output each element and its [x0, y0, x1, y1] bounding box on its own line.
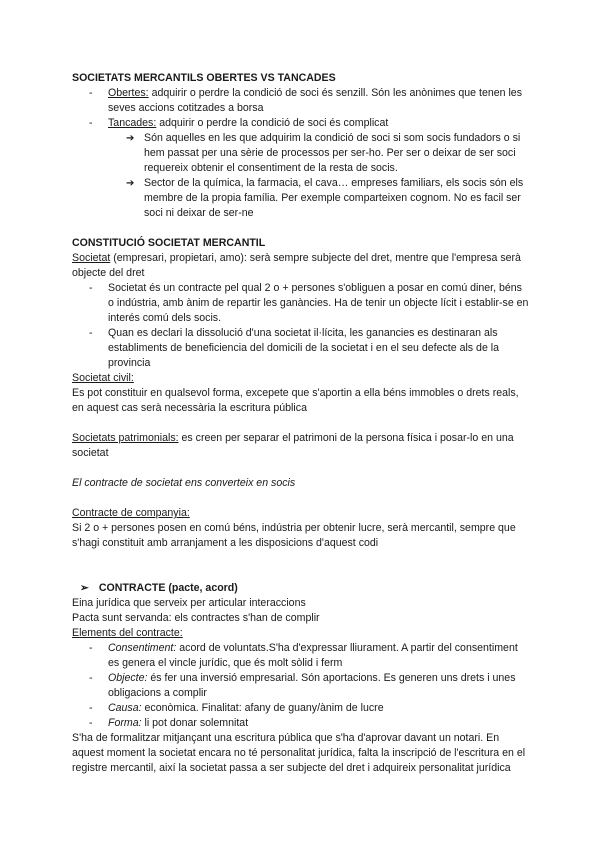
list-item-obertes — [89, 86, 530, 116]
patrimonials-definition: es creen per separar el patrimoni de la persona física i posar-lo en una societat — [72, 432, 514, 459]
sublist-text: Són aquelles en les que adquirim la condició de soci si som socis fundadors o si hem passat per una sèrie de processos per ser-ho. Per ser o deixar de ser soci requereix obtenir el consentiment de la resta de socis. — [144, 132, 521, 174]
list-item-tancades — [89, 116, 530, 221]
dash-marker: - — [89, 282, 93, 294]
sublist-item — [126, 176, 530, 221]
arrow-icon: ➔ — [126, 178, 135, 189]
paragraph-societat — [72, 251, 530, 281]
triangle-bullet-icon: ➢ — [80, 582, 89, 594]
dash-marker: - — [89, 87, 93, 99]
term-societats-patrimonials: Societats patrimonials: — [72, 432, 179, 444]
term-tancades: Tancades: — [108, 117, 157, 129]
term-objecte: Objecte: — [108, 672, 148, 684]
dash-marker: - — [89, 672, 93, 684]
dash-marker: - — [89, 642, 93, 654]
arrow-icon: ➔ — [126, 133, 135, 144]
section-title-contracte — [72, 581, 530, 596]
dash-marker: - — [89, 117, 93, 129]
list-item — [89, 326, 530, 371]
term-causa: Causa: — [108, 702, 142, 714]
list-item — [89, 281, 530, 326]
term-consentiment: Consentiment: — [108, 642, 177, 654]
section-title-constitucio: CONSTITUCIÓ SOCIETAT MERCANTIL — [72, 237, 266, 249]
sublist-text: Sector de la química, la farmacia, el cava… empreses familiars, els socis són els membre de la propia família. Per exemple comparteixen cognom. No es facil ser soci ni deixar de ser-ne — [144, 177, 524, 219]
list-item-text: Quan es declari la dissolució d'una societat il·lícita, les ganancies es destinaran als establiments de beneficiencia del domicili de la societat i en el seu defecte als de la provincia — [108, 327, 500, 369]
list-item-objecte — [89, 671, 530, 701]
dash-marker: - — [89, 702, 93, 714]
consentiment-definition: acord de voluntats.S'ha d'expressar lliurament. A partir del consentiment es genera el vincle jurídic, que és molt sòlid i ferm — [108, 642, 518, 669]
tancades-definition: adquirir o perdre la condició de soci és complicat — [156, 117, 389, 129]
document-page — [72, 71, 530, 776]
list-item-consentiment — [89, 641, 530, 671]
obertes-definition: adquirir o perdre la condició de soci és senzill. Són les anònimes que tenen les seves accions cotitzades a borsa — [108, 87, 522, 114]
dash-marker: - — [89, 717, 93, 729]
dash-marker: - — [89, 327, 93, 339]
objecte-definition: és fer una inversió empresarial. Són aportacions. Es generen uns drets i unes obligacions a complir — [108, 672, 516, 699]
term-forma: Forma: — [108, 717, 142, 729]
causa-definition: econòmica. Finalitat: afany de guany/ànim de lucre — [141, 702, 384, 714]
term-societat-civil: Societat civil: — [72, 372, 134, 384]
tancades-sublist — [108, 131, 530, 221]
term-obertes: Obertes: — [108, 87, 149, 99]
list-item-text: Societat és un contracte pel qual 2 o + persones s'obliguen a posar en comú diner, béns o indústria, amb ànim de repartir les ganàncies. Ha de tenir un objecte lícit i establir-se en interés comú dels socis. — [108, 282, 529, 324]
paragraph-pacta-sunt-servanda: Pacta sunt servanda: els contractes s'han de complir — [72, 612, 320, 624]
obertes-tancades-list — [72, 86, 530, 221]
term-societat: Societat — [72, 252, 111, 264]
paragraph-eina-juridica: Eina jurídica que serveix per articular interaccions — [72, 597, 306, 609]
paragraph-societat-civil: Es pot constituir en qualsevol forma, excepete que s'aportin a ella béns immobles o drets reals, en aquest cas serà necessària la escritura pública — [72, 387, 519, 414]
forma-definition: li pot donar solemnitat — [141, 717, 249, 729]
contracte-title-text: CONTRACTE (pacte, acord) — [98, 582, 238, 594]
list-item-causa — [89, 701, 530, 716]
term-contracte-companyia: Contracte de companyia: — [72, 507, 190, 519]
sublist-item — [126, 131, 530, 176]
term-elements-contracte: Elements del contracte: — [72, 627, 183, 639]
elements-list — [72, 641, 530, 731]
paragraph-contracte-companyia: Si 2 o + persones posen en comú béns, indústria per obtenir lucre, serà mercantil, sempre que s'hagi constituit amb arranjament a les disposicions d'aquest codi — [72, 522, 516, 549]
paragraph-societats-patrimonials — [72, 431, 530, 461]
section-title-societats-mercantils: SOCIETATS MERCANTILS OBERTES VS TANCADES — [72, 72, 336, 84]
list-item-forma — [89, 716, 530, 731]
societat-list — [72, 281, 530, 371]
societat-definition: (empresari, propietari, amo): serà sempre subjecte del dret, mentre que l'empresa serà objecte del dret — [72, 252, 521, 279]
italic-note: El contracte de societat ens converteix en socis — [72, 477, 296, 489]
paragraph-escritura-publica: S'ha de formalitzar mitjançant una escritura pública que s'ha d'aprovar davant un notari. En aquest moment la societat encara no té personalitat jurídica, falta la inscripció de l'escritura en el registre mercantil, així la societat passa a ser subjecte del dret i adquireix personalitat jurídica — [72, 732, 526, 774]
